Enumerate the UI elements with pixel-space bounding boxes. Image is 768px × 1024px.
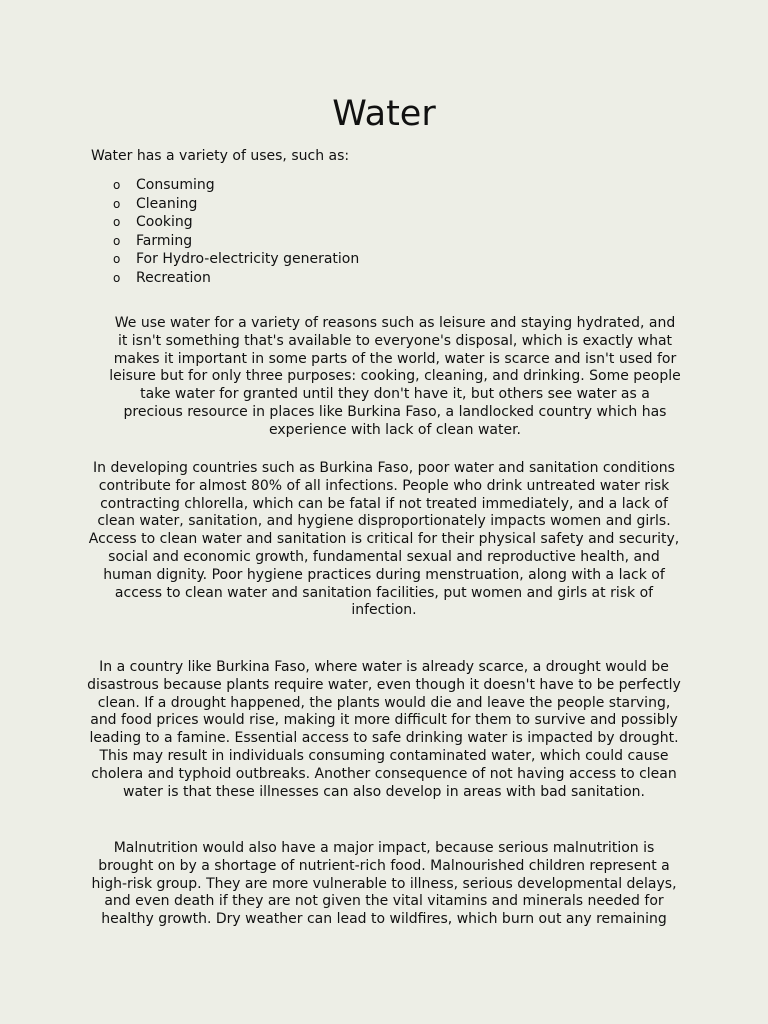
bullet-marker: o xyxy=(113,270,121,285)
paragraph-line: In a country like Burkina Faso, where water is already scarce, a drought would be xyxy=(99,659,669,675)
list-item xyxy=(0,195,768,214)
paragraph-line: human dignity. Poor hygiene practices during menstruation, along with a lack of xyxy=(103,566,665,583)
paragraph-line: This may result in individuals consuming contaminated water, which could cause xyxy=(99,747,669,764)
paragraph-line: water is that these illnesses can also develop in areas with bad sanitation. xyxy=(123,783,645,800)
list-item-label: Cooking xyxy=(136,214,193,231)
paragraph-line: cholera and typhoid outbreaks. Another consequence of not having access to clean xyxy=(91,765,677,782)
bullet-marker: o xyxy=(113,252,121,267)
list-item xyxy=(0,232,768,251)
paragraph-line: social and economic growth, fundamental sexual and reproductive health, and xyxy=(108,548,660,565)
list-item-label: For Hydro-electricity generation xyxy=(136,251,360,268)
paragraph-line: high-risk group. They are more vulnerable to illness, serious developmental delays, xyxy=(91,875,677,892)
list-item xyxy=(0,176,768,195)
paragraph-line: take water for granted until they don't have it, but others see water as a xyxy=(140,386,650,403)
paragraph-line: infection. xyxy=(351,602,417,619)
paragraph-line: healthy growth. Dry weather can lead to wildfires, which burn out any remaining xyxy=(101,911,667,928)
paragraph-line: clean water, sanitation, and hygiene disproportionately impacts women and girls. xyxy=(97,513,671,530)
paragraph-line: leisure but for only three purposes: cooking, cleaning, and drinking. Some people xyxy=(109,368,681,385)
paragraph-sanitation xyxy=(84,460,684,620)
paragraph-line: contribute for almost 80% of all infections. People who drink untreated water risk xyxy=(98,477,670,494)
paragraph-line: Access to clean water and sanitation is critical for their physical safety and security, xyxy=(88,531,680,548)
page-title: Water xyxy=(332,94,436,134)
intro-text: Water has a variety of uses, such as: xyxy=(91,148,350,164)
paragraph-line: In developing countries such as Burkina Faso, poor water and sanitation conditions xyxy=(93,460,675,476)
paragraph-leisure xyxy=(100,315,690,440)
paragraph-line: access to clean water and sanitation facilities, put women and girls at risk of xyxy=(114,584,654,601)
list-item xyxy=(0,213,768,232)
paragraph-line: disastrous because plants require water, even though it doesn't have to be perfectly xyxy=(87,676,681,693)
paragraph-line: brought on by a shortage of nutrient-rich food. Malnourished children represent a xyxy=(98,857,670,874)
paragraph-line: and food prices would rise, making it more difficult for them to survive and possibly xyxy=(90,712,678,729)
paragraph-line: it isn't something that's available to everyone's disposal, which is exactly what xyxy=(117,332,673,349)
paragraph-line: makes it important in some parts of the world, water is scarce and isn't used for xyxy=(113,350,677,367)
paragraph-malnutrition xyxy=(84,840,684,929)
paragraph-drought xyxy=(84,659,684,801)
list-item-label: Consuming xyxy=(136,177,215,193)
paragraph-line: Malnutrition would also have a major impact, because serious malnutrition is xyxy=(113,840,655,856)
paragraph-line: clean. If a drought happened, the plants would die and leave the people starving, xyxy=(97,694,671,711)
paragraph-line: leading to a famine. Essential access to safe drinking water is impacted by drought. xyxy=(89,730,679,747)
bullet-marker: o xyxy=(113,233,121,248)
list-item-label: Cleaning xyxy=(136,195,198,212)
paragraph-line: precious resource in places like Burkina Faso, a landlocked country which has xyxy=(123,403,667,420)
list-item-label: Farming xyxy=(136,232,193,249)
bullet-marker: o xyxy=(113,178,121,192)
list-item xyxy=(0,250,768,269)
paragraph-line: We use water for a variety of reasons such as leisure and staying hydrated, and xyxy=(114,315,676,331)
paragraph-line: and even death if they are not given the vital vitamins and minerals needed for xyxy=(104,893,664,910)
bullet-marker: o xyxy=(113,196,121,211)
list-item xyxy=(0,269,768,288)
paragraph-line: contracting chlorella, which can be fatal if not treated immediately, and a lack of xyxy=(100,495,668,512)
list-item-label: Recreation xyxy=(136,269,211,286)
bullet-marker: o xyxy=(113,215,121,230)
uses-list xyxy=(0,176,768,288)
paragraph-line: experience with lack of clean water. xyxy=(268,421,522,438)
